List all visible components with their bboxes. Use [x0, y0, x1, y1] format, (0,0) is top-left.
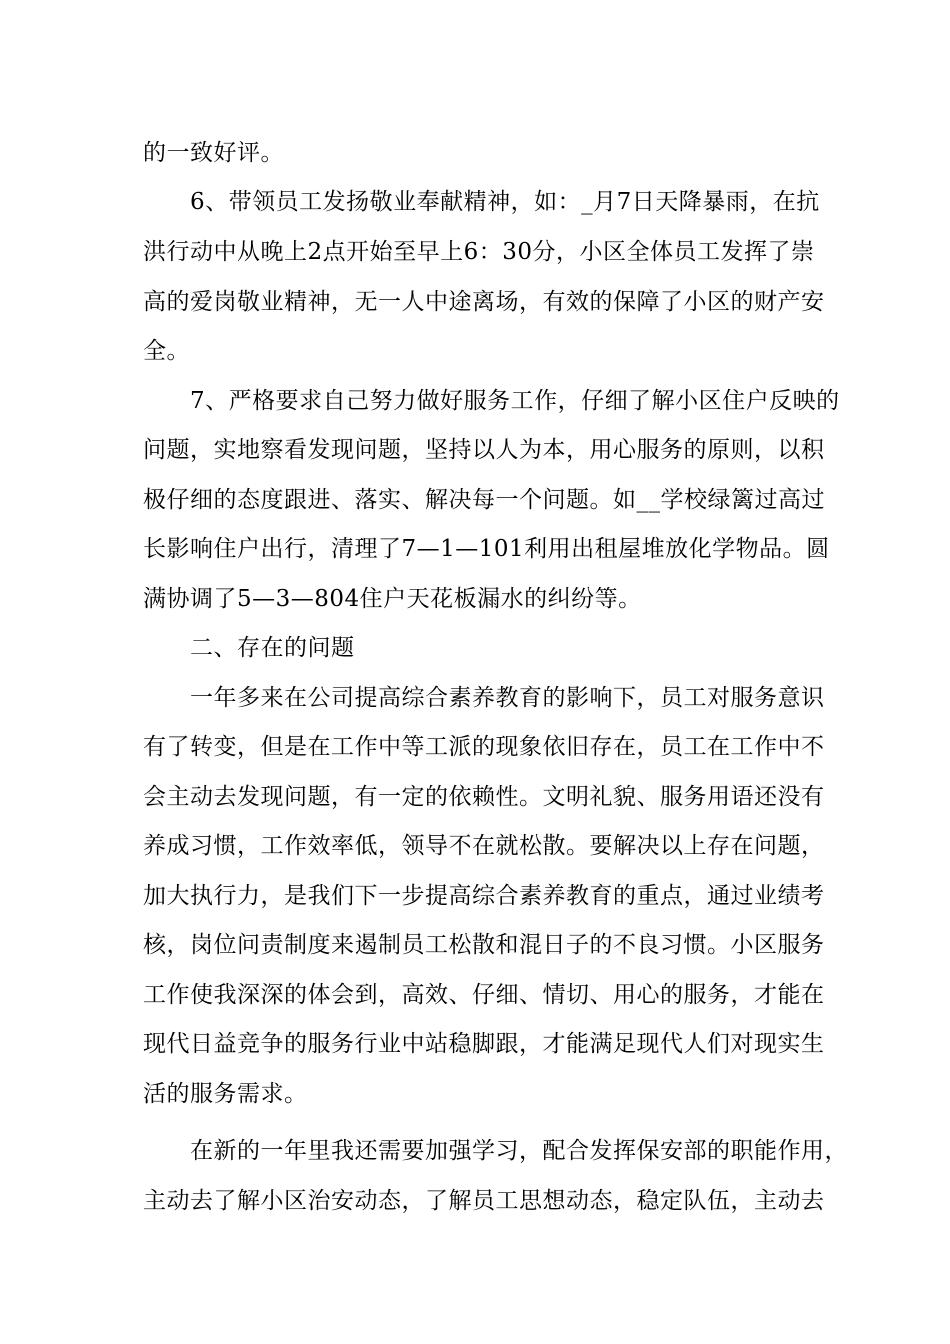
text-line: 在新的一年里我还需要加强学习，配合发挥保安部的职能作用，	[190, 1138, 848, 1164]
text-line: 6、带领员工发扬敬业奉献精神，如：_月7日天降暴雨，在抗	[190, 189, 820, 215]
text-line: 核，岗位问责制度来遏制员工松散和混日子的不良习惯。小区服务	[143, 932, 825, 958]
text-line: 养成习惯，工作效率低，领导不在就松散。要解决以上存在问题，	[143, 833, 825, 859]
section-heading: 二、存在的问题	[190, 635, 355, 661]
text-line: 活的服务需求。	[143, 1081, 308, 1107]
text-line: 洪行动中从晚上2点开始至早上6：30分，小区全体员工发挥了崇	[143, 239, 815, 265]
text-line: 一年多来在公司提高综合素养教育的影响下，员工对服务意识	[190, 685, 825, 711]
text-line: 极仔细的态度跟进、落实、解决每一个问题。如__学校绿篱过高过	[143, 487, 825, 513]
text-line: 会主动去发现问题，有一定的依赖性。文明礼貌、服务用语还没有	[143, 784, 825, 810]
text-line: 高的爱岗敬业精神，无一人中途离场，有效的保障了小区的财产安	[143, 289, 825, 315]
text-line: 的一致好评。	[143, 140, 284, 166]
text-line: 现代日益竞争的服务行业中站稳脚跟，才能满足现代人们对现实生	[143, 1031, 825, 1057]
text-line: 工作使我深深的体会到，高效、仔细、情切、用心的服务，才能在	[143, 982, 825, 1008]
text-line: 7、严格要求自己努力做好服务工作，仔细了解小区住户反映的	[190, 388, 840, 414]
text-line: 长影响住户出行，清理了7—1—101利用出租屋堆放化学物品。圆	[143, 536, 830, 562]
text-line: 满协调了5—3—804住户天花板漏水的纠纷等。	[143, 586, 642, 612]
text-line: 有了转变，但是在工作中等工派的现象依旧存在，员工在工作中不	[143, 734, 825, 760]
text-line: 主动去了解小区治安动态，了解员工思想动态，稳定队伍，主动去	[143, 1188, 825, 1214]
text-line: 全。	[143, 338, 190, 364]
text-line: 加大执行力，是我们下一步提高综合素养教育的重点，通过业绩考	[143, 883, 825, 909]
text-line: 问题，实地察看发现问题，坚持以人为本，用心服务的原则，以积	[143, 437, 825, 463]
